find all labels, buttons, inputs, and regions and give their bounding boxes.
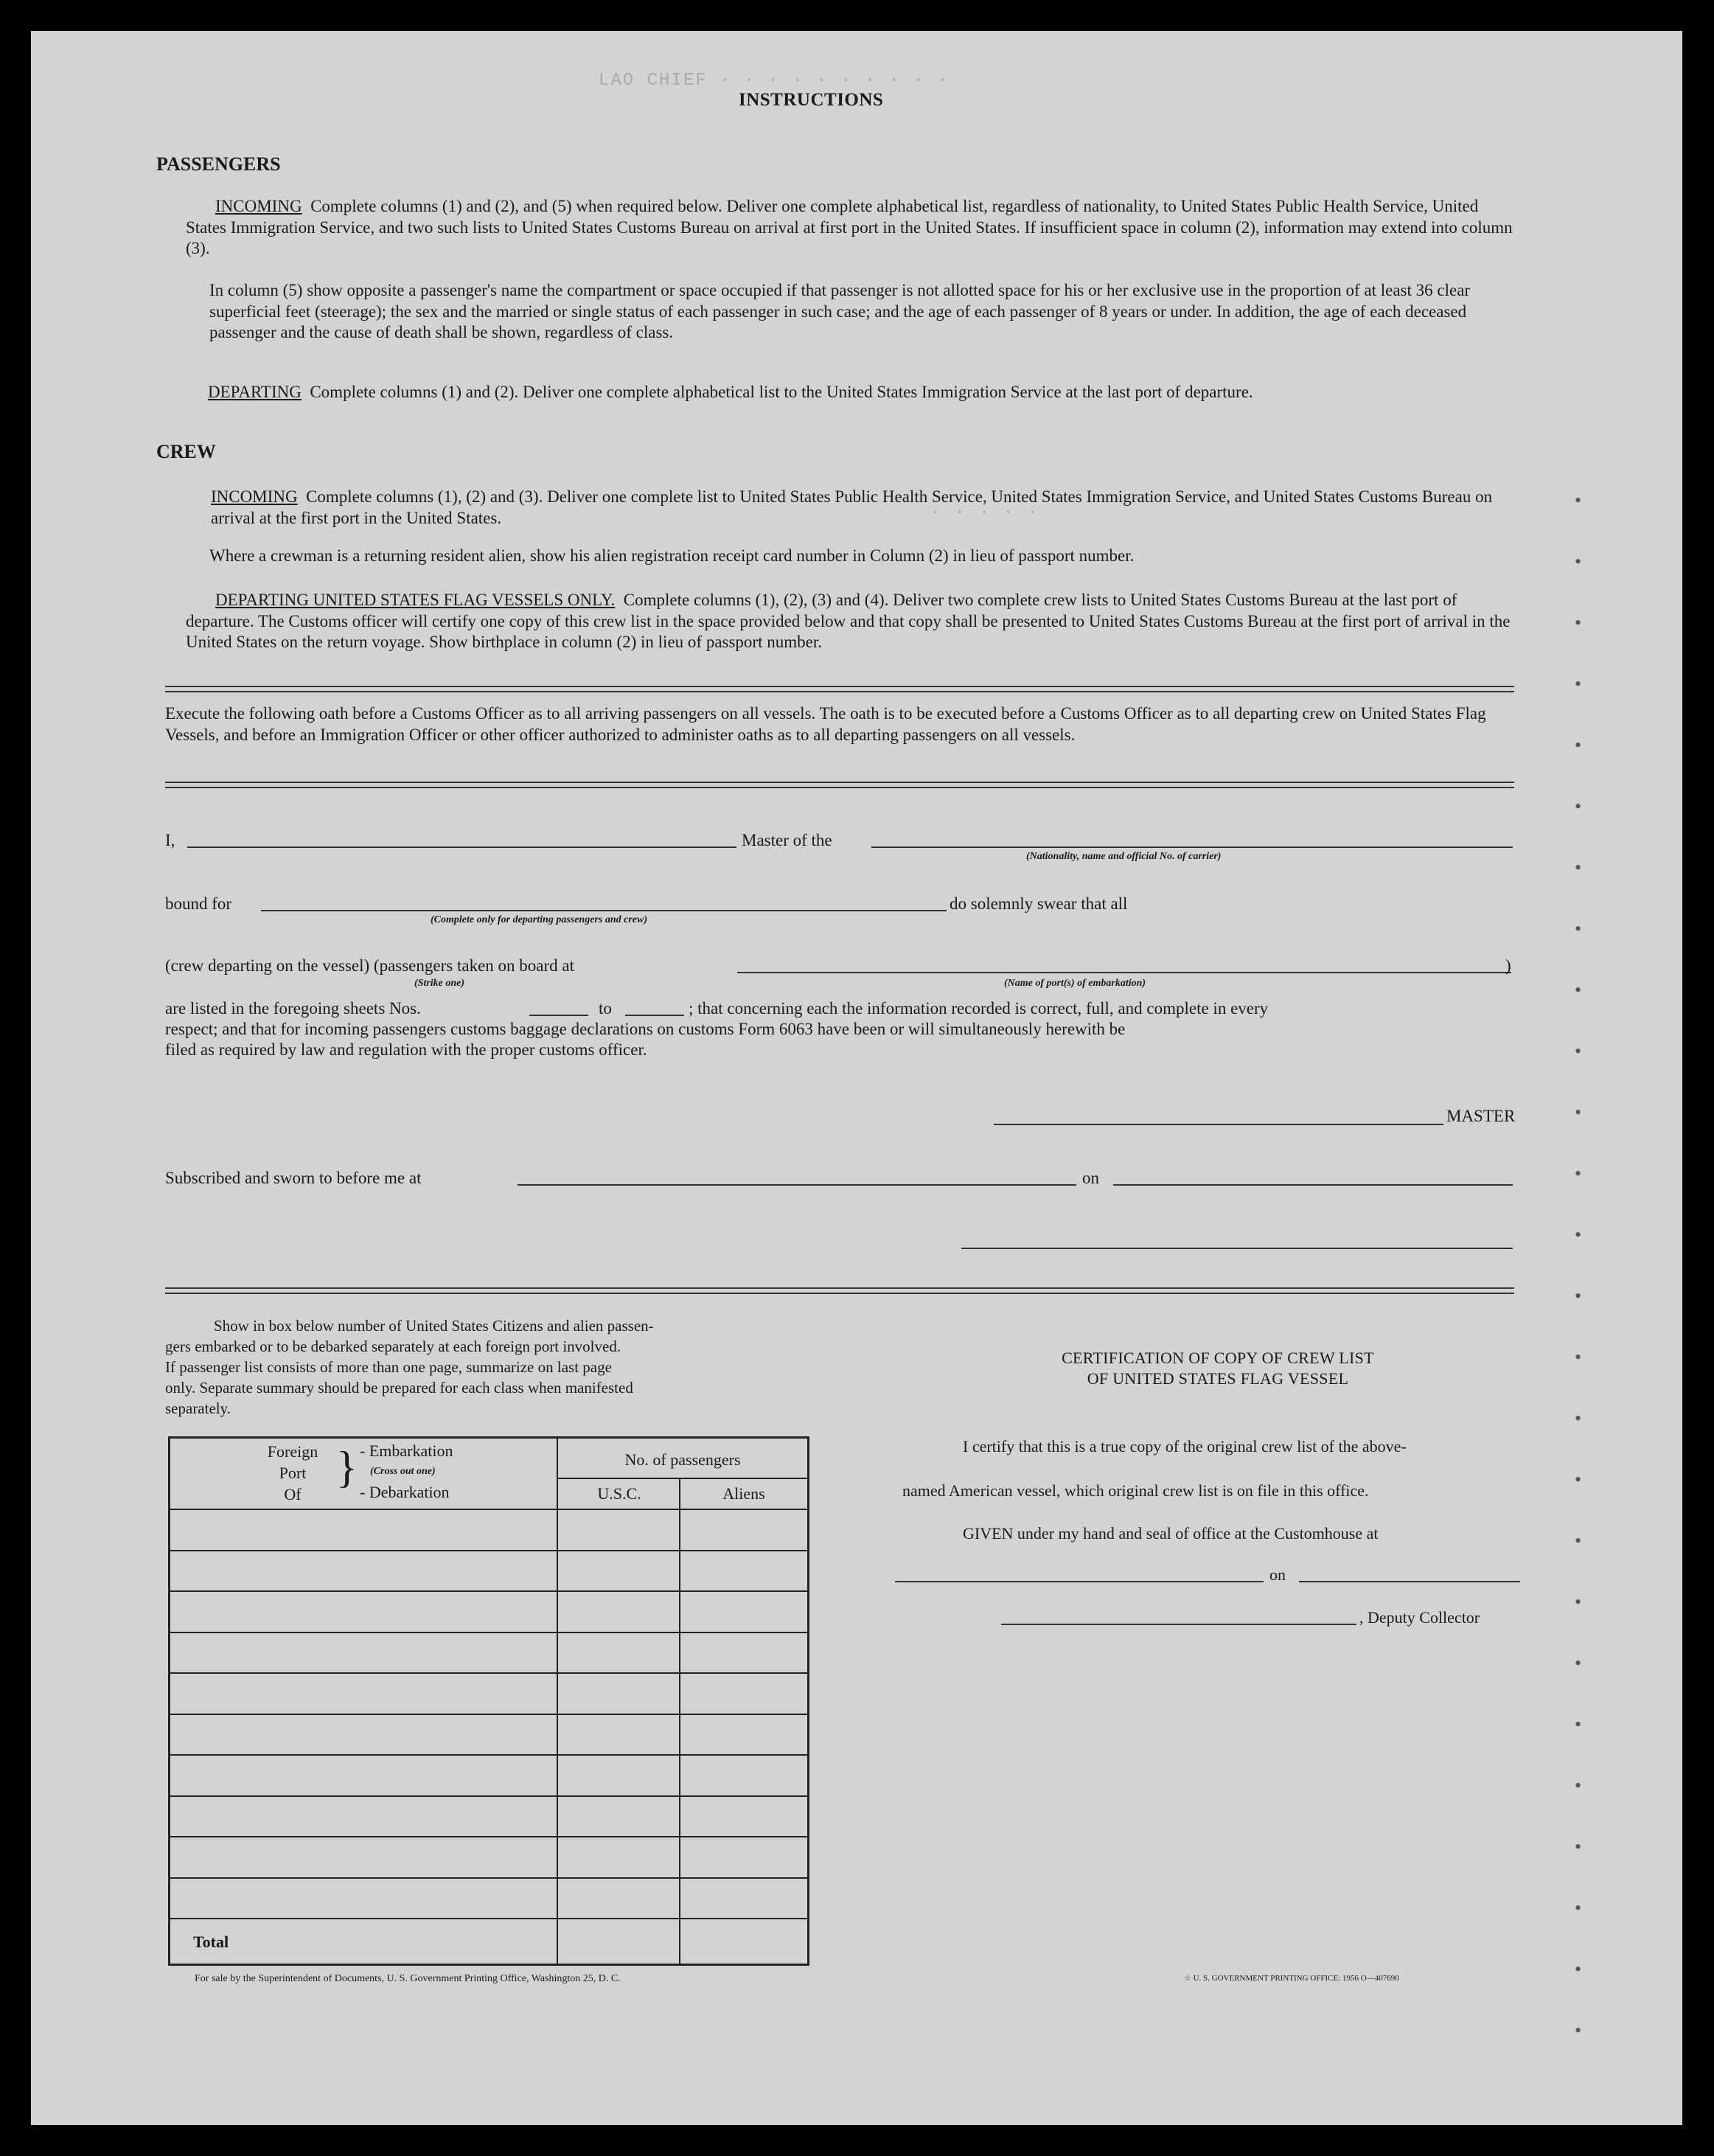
bleed-through-text: LAO CHIEF · · · · · · · · · · xyxy=(599,71,950,91)
carrier-caption: (Nationality, name and official No. of carrier) xyxy=(1026,851,1222,862)
debarkation-label: - Debarkation xyxy=(360,1483,450,1501)
bleed-dot: • xyxy=(1575,857,1582,878)
sworn-on-label: on xyxy=(1082,1169,1099,1187)
master-signature-line[interactable] xyxy=(994,1124,1443,1125)
table-cell-usc[interactable] xyxy=(559,1715,678,1754)
footer-right: ☆ U. S. GOVERNMENT PRINTING OFFICE: 1956 O—407690 xyxy=(1184,1974,1399,1983)
table-cell-port[interactable] xyxy=(171,1633,556,1672)
bleed-dot: • xyxy=(1575,1775,1582,1796)
table-cell-port[interactable] xyxy=(171,1510,556,1549)
summary-line-2: gers embarked or to be debarked separately at each foreign port involved. xyxy=(165,1338,621,1355)
certification-on-label: on xyxy=(1269,1565,1286,1584)
bleed-dot: • xyxy=(1575,979,1582,1001)
foreign-label: Foreign xyxy=(267,1442,318,1461)
table-cell-aliens[interactable] xyxy=(681,1879,807,1918)
passengers-departing-text: Complete columns (1) and (2). Deliver one complete alphabetical list to the United States Immigration Service at the last port of departure. xyxy=(310,383,1253,401)
respect-text: respect; and that for incoming passengers customs baggage declarations on customs Form 6063 have been or will simultaneously herewith be xyxy=(165,1020,1126,1038)
table-cell-aliens[interactable] xyxy=(681,1592,807,1631)
bleed-dot: • xyxy=(1575,1591,1582,1613)
customhouse-line[interactable] xyxy=(895,1581,1264,1582)
bleed-dot: • xyxy=(1575,673,1582,695)
strike-one-caption: (Strike one) xyxy=(414,978,465,989)
swear-text: do solemnly swear that all xyxy=(950,894,1128,913)
port-caption: (Name of port(s) of embarkation) xyxy=(1004,978,1146,989)
carrier-line[interactable] xyxy=(871,846,1513,848)
certification-title-2: OF UNITED STATES FLAG VESSEL xyxy=(1087,1369,1349,1388)
table-cell-aliens[interactable] xyxy=(681,1551,807,1590)
crew-departing-text: Complete columns (1), (2), (3) and (4). Deliver two complete crew lists to United States Customs Bureau at the last port of departure. The Customs officer will certify one copy of this crew list in the space provided below and that copy shall be presented to United States Customs Bureau at the first port of arrival in the United States on the return voyage. Show birthplace in column (2) in lieu of passport number. xyxy=(186,591,1511,651)
no-passengers-header: No. of passengers xyxy=(624,1450,741,1469)
passengers-incoming-label: INCOMING xyxy=(215,197,302,215)
usc-header: U.S.C. xyxy=(597,1484,641,1503)
bleed-dot: • xyxy=(1575,2020,1582,2041)
total-label: Total xyxy=(193,1933,229,1951)
bleed-dot: • xyxy=(1575,1163,1582,1184)
bleed-dot: • xyxy=(1575,1040,1582,1062)
passengers-incoming-text: Complete columns (1) and (2), and (5) when required below. Deliver one complete alphabetical list, regardless of nationality, to United States Public Health Service, United States Immigration Service, and two such lists to United States Customs Bureau on arrival at first port in the United States. If insufficient space in column (2), information may extend into column (3). xyxy=(186,197,1513,257)
sworn-place-line[interactable] xyxy=(518,1184,1076,1186)
bleed-through-text: · · · · · xyxy=(930,503,1039,523)
table-cell-aliens[interactable] xyxy=(681,1510,807,1549)
table-cell-usc[interactable] xyxy=(559,1510,678,1549)
bleed-dot: • xyxy=(1575,1102,1582,1123)
port-of-embarkation-line[interactable] xyxy=(737,972,1511,973)
document-page xyxy=(31,31,1682,2125)
divider xyxy=(165,782,1514,788)
table-cell-port[interactable] xyxy=(171,1674,556,1713)
of-label: Of xyxy=(284,1485,302,1503)
table-cell-port[interactable] xyxy=(171,1797,556,1836)
master-label: MASTER xyxy=(1446,1107,1516,1125)
port-label: Port xyxy=(279,1464,307,1482)
table-cell-usc[interactable] xyxy=(559,1837,678,1877)
bleed-dot: • xyxy=(1575,1897,1582,1919)
summary-line-4: only. Separate summary should be prepared for each class when manifested xyxy=(165,1379,633,1397)
listed-to-label: to xyxy=(599,999,612,1018)
table-cell-aliens[interactable] xyxy=(681,1674,807,1713)
table-cell-usc[interactable] xyxy=(559,1756,678,1795)
bleed-dot: • xyxy=(1575,1530,1582,1551)
certification-date-line[interactable] xyxy=(1299,1581,1520,1582)
crew-resident-paragraph: Where a crewman is a returning resident alien, show his alien registration receipt card number in Column (2) in lieu of passport number. xyxy=(209,546,1135,565)
crew-heading: CREW xyxy=(156,441,216,462)
table-cell-aliens[interactable] xyxy=(681,1633,807,1672)
close-paren: ) xyxy=(1505,956,1511,975)
table-cell-aliens[interactable] xyxy=(681,1715,807,1754)
table-cell-port[interactable] xyxy=(171,1592,556,1631)
bleed-dot: • xyxy=(1575,612,1582,633)
bleed-dot: • xyxy=(1575,734,1582,756)
sheet-from-line[interactable] xyxy=(529,1015,588,1016)
master-name-line[interactable] xyxy=(187,846,736,848)
oath-intro: Execute the following oath before a Customs Officer as to all arriving passengers on all vessels. The oath is to be executed before a Customs Officer as to all departing crew on United States Flag Vessels, and before an Immigration Officer or other officer authorized to administer oaths as to all departing passengers on all vessels. xyxy=(165,704,1486,744)
bleed-dot: • xyxy=(1575,1652,1582,1674)
certification-title-1: CERTIFICATION OF COPY OF CREW LIST xyxy=(1062,1349,1374,1367)
crew-incoming-text: Complete columns (1), (2) and (3). Deliver one complete list to United States Public Health Service, United States Immigration Service, and United States Customs Bureau on arrival at the first port in the United States. xyxy=(211,487,1493,527)
embarkation-label: - Embarkation xyxy=(360,1442,453,1460)
certification-line-1: I certify that this is a true copy of the original crew list of the above- xyxy=(963,1437,1407,1456)
crew-departing-label: DEPARTING UNITED STATES FLAG VESSELS ONLY. xyxy=(215,591,616,609)
bleed-dot: • xyxy=(1575,1836,1582,1857)
table-cell-aliens[interactable] xyxy=(681,1756,807,1795)
bleed-dot: • xyxy=(1575,1224,1582,1245)
crew-departing-paragraph xyxy=(186,590,1513,653)
divider xyxy=(165,686,1514,692)
cross-out-caption: (Cross out one) xyxy=(370,1466,436,1477)
table-cell-port[interactable] xyxy=(171,1551,556,1590)
passengers-departing-label: DEPARTING xyxy=(208,383,302,401)
bleed-dot: • xyxy=(1575,490,1582,511)
table-cell-port[interactable] xyxy=(171,1715,556,1754)
summary-line-1: Show in box below number of United States Citizens and alien passen- xyxy=(214,1317,654,1335)
table-cell-port[interactable] xyxy=(171,1879,556,1918)
bleed-dot: • xyxy=(1575,796,1582,817)
master-of-the-label: Master of the xyxy=(742,831,832,849)
bleed-dot: • xyxy=(1575,551,1582,572)
deputy-collector-label: , Deputy Collector xyxy=(1359,1608,1480,1627)
aliens-header: Aliens xyxy=(722,1484,765,1503)
passengers-heading: PASSENGERS xyxy=(156,153,281,175)
crew-incoming-label: INCOMING xyxy=(211,487,298,506)
certification-given: GIVEN under my hand and seal of office at the Customhouse at xyxy=(963,1524,1379,1543)
summary-line-3: If passenger list consists of more than one page, summarize on last page xyxy=(165,1358,612,1376)
subscribed-text: Subscribed and sworn to before me at xyxy=(165,1169,422,1187)
bleed-dot: • xyxy=(1575,1469,1582,1490)
table-cell-usc[interactable] xyxy=(559,1551,678,1590)
certification-title xyxy=(960,1348,1476,1389)
table-cell-usc[interactable] xyxy=(559,1674,678,1713)
table-cell-usc[interactable] xyxy=(559,1797,678,1836)
bleed-dot: • xyxy=(1575,1346,1582,1368)
sheet-to-line[interactable] xyxy=(625,1015,684,1016)
summary-line-5: separately. xyxy=(165,1399,231,1417)
bleed-dot: • xyxy=(1575,1714,1582,1735)
table-row-line xyxy=(170,1918,807,1919)
sworn-date-line[interactable] xyxy=(1113,1184,1513,1186)
table-cell-usc[interactable] xyxy=(559,1633,678,1672)
table-cell-aliens[interactable] xyxy=(681,1797,807,1836)
table-cell-usc[interactable] xyxy=(559,1879,678,1918)
deputy-collector-line[interactable] xyxy=(1001,1624,1356,1625)
bleed-dot: • xyxy=(1575,1408,1582,1429)
listed-text-b: ; that concerning each the information recorded is correct, full, and complete in every xyxy=(689,999,1269,1018)
oath-i-label: I, xyxy=(165,831,175,849)
page-title: INSTRUCTIONS xyxy=(739,90,884,110)
table-col-divider xyxy=(557,1436,558,1966)
filed-text: filed as required by law and regulation with the proper customs officer. xyxy=(165,1040,647,1059)
divider xyxy=(165,1287,1514,1294)
listed-text-a: are listed in the foregoing sheets Nos. xyxy=(165,999,421,1018)
crew-incoming-paragraph xyxy=(211,487,1513,529)
bleed-dot: • xyxy=(1575,918,1582,939)
table-header-foreign-port xyxy=(245,1441,341,1505)
bleed-dot: • xyxy=(1575,1285,1582,1307)
passengers-departing-paragraph xyxy=(208,382,1513,403)
certification-line-2: named American vessel, which original crew list is on file in this office. xyxy=(902,1481,1369,1500)
table-cell-usc[interactable] xyxy=(559,1592,678,1631)
table-header-divider xyxy=(558,1478,807,1479)
bound-for-caption: (Complete only for departing passengers and crew) xyxy=(431,914,647,925)
summary-instructions xyxy=(165,1315,843,1419)
officer-signature-line[interactable] xyxy=(961,1248,1513,1249)
crew-passengers-text: (crew departing on the vessel) (passengers taken on board at xyxy=(165,956,574,975)
passengers-column5-paragraph: In column (5) show opposite a passenger's name the compartment or space occupied if that passenger is not allotted space for his or her exclusive use in the proportion of at least 36 clear superficial feet (steerage); the sex and the married or single status of each passenger in such case; and the age of each passenger of 8 years or under. In addition, the age of each deceased passenger and the cause of death shall be shown, regardless of class. xyxy=(209,281,1471,341)
bound-for-label: bound for xyxy=(165,894,232,913)
bleed-dot: • xyxy=(1575,1958,1582,1980)
footer-left: For sale by the Superintendent of Documents, U. S. Government Printing Office, Washington 25, D. C. xyxy=(195,1973,621,1984)
table-cell-port[interactable] xyxy=(171,1837,556,1877)
bound-for-line[interactable] xyxy=(261,910,947,911)
passengers-incoming-paragraph xyxy=(186,196,1513,260)
brace-icon: } xyxy=(336,1443,358,1492)
table-cell-aliens[interactable] xyxy=(681,1837,807,1877)
table-cell-port[interactable] xyxy=(171,1756,556,1795)
